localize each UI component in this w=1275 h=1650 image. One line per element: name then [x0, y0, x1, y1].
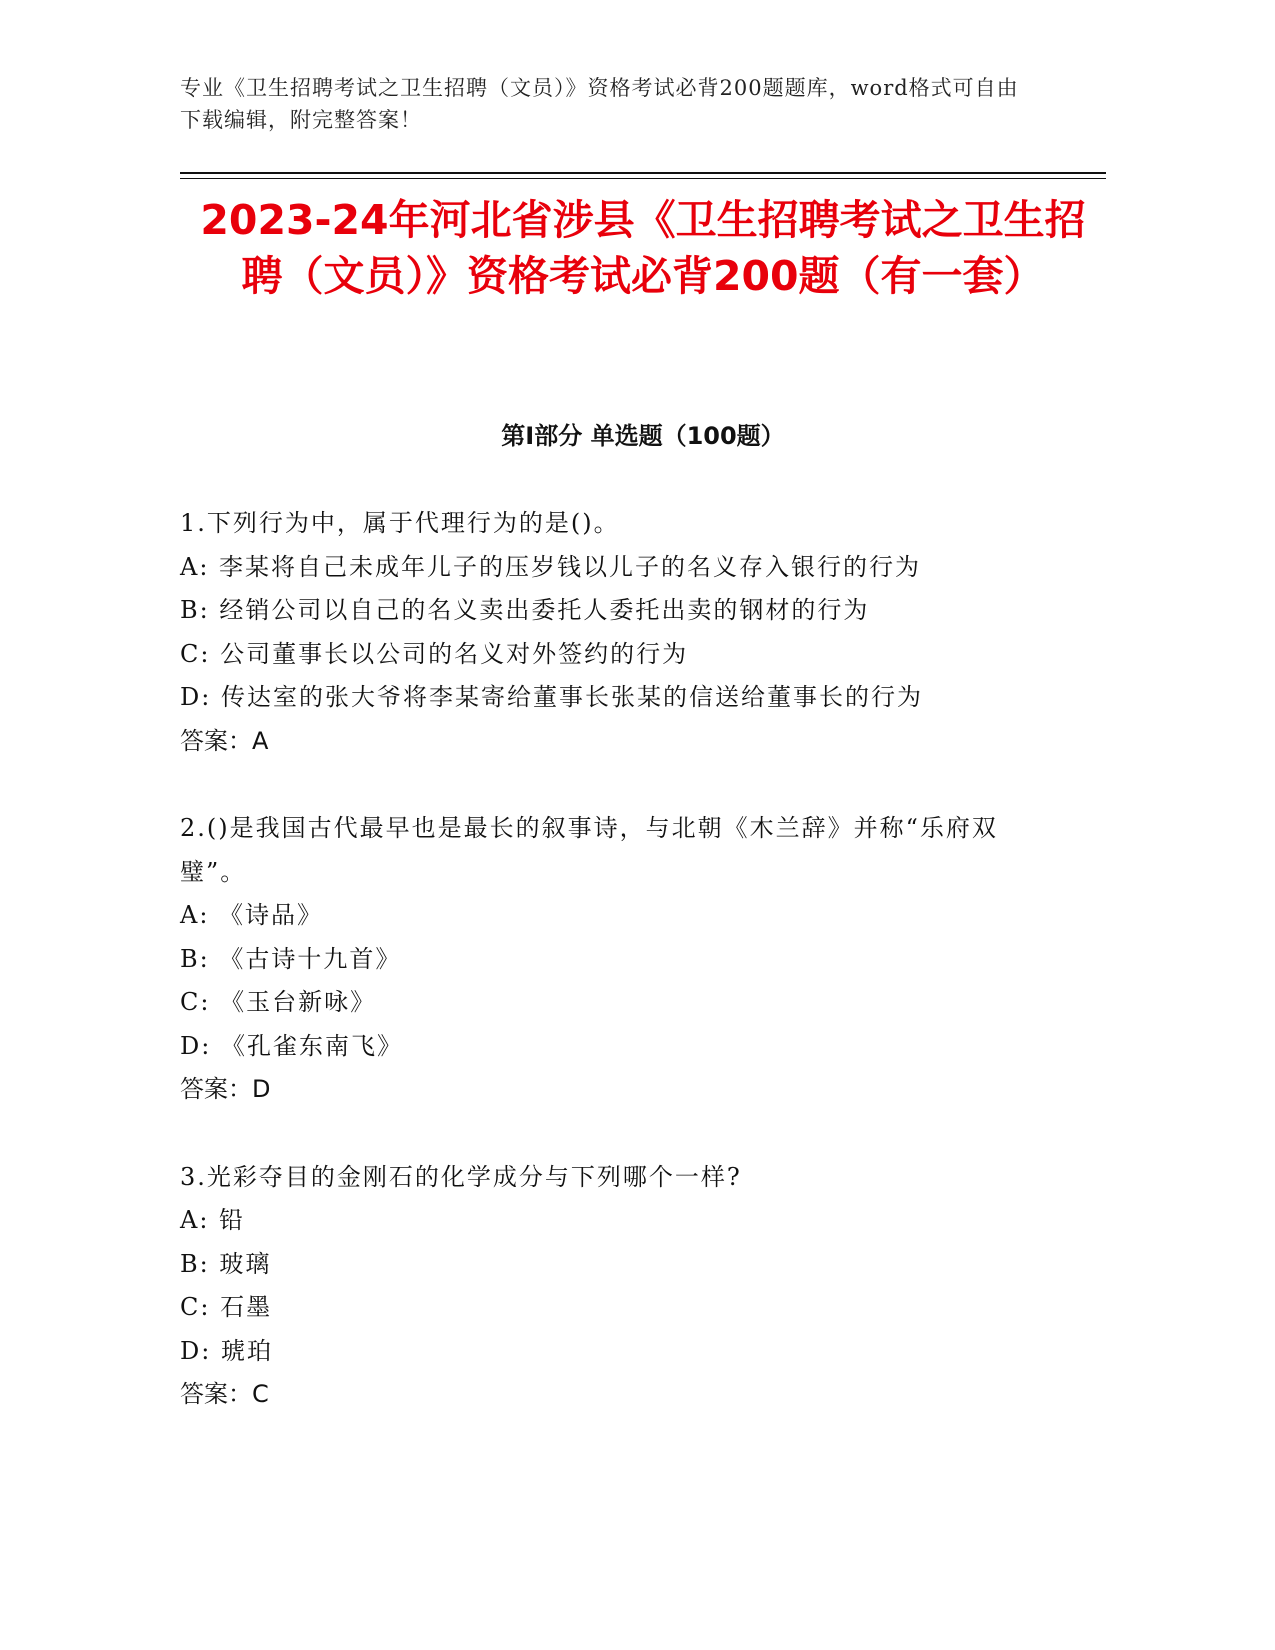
- option-b: B: 经销公司以自己的名义卖出委托人委托出卖的钢材的行为: [180, 596, 870, 624]
- option-c: C: 石墨: [180, 1293, 273, 1321]
- section-title: 第I部分 单选题（100题）: [501, 422, 785, 450]
- option-c: C: 《玉台新咏》: [180, 988, 377, 1016]
- question-1: [180, 502, 1060, 763]
- question-stem: 2.()是我国古代最早也是最长的叙事诗，与北朝《木兰辞》并称“乐府双璧”。: [180, 814, 998, 886]
- answer: 答案：A: [180, 726, 269, 755]
- answer: 答案：C: [180, 1380, 269, 1408]
- question-list: [180, 502, 1060, 1461]
- option-b: B: 《古诗十九首》: [180, 944, 402, 973]
- option-c: C: 公司董事长以公司的名义对外签约的行为: [180, 639, 689, 668]
- header-divider-thick: [180, 172, 1106, 174]
- document-title: 2023-24年河北省涉县《卫生招聘考试之卫生招聘（文员）》资格考试必背200题（有一套）: [200, 196, 1086, 300]
- option-b: B: 玻璃: [180, 1249, 272, 1278]
- question-2: [180, 807, 1060, 1112]
- header-note: 专业《卫生招聘考试之卫生招聘（文员）》资格考试必背200题题库，word格式可自由下载编辑，附完整答案！: [180, 76, 1019, 132]
- option-d: D: 《孔雀东南飞》: [180, 1031, 403, 1060]
- option-d: D: 琥珀: [180, 1336, 273, 1365]
- option-d: D: 传达室的张大爷将李某寄给董事长张某的信送给董事长的行为: [180, 683, 923, 711]
- option-a: A: 铅: [180, 1206, 246, 1234]
- header-divider-thin: [180, 178, 1106, 179]
- option-a: A: 李某将自己未成年儿子的压岁钱以儿子的名义存入银行的行为: [180, 552, 922, 581]
- question-3: [180, 1156, 1060, 1417]
- answer: 答案：D: [180, 1075, 271, 1103]
- question-stem: 1.下列行为中，属于代理行为的是()。: [180, 509, 620, 537]
- option-a: A: 《诗品》: [180, 901, 324, 929]
- question-stem: 3.光彩夺目的金刚石的化学成分与下列哪个一样?: [180, 1162, 742, 1191]
